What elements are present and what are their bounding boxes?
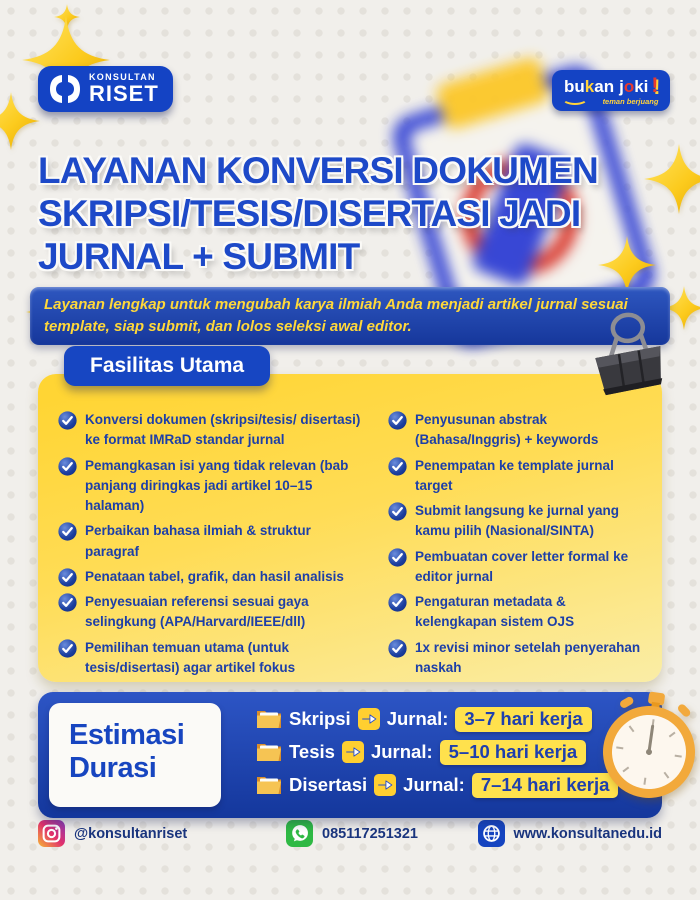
globe-icon [478,820,505,847]
footer [38,820,662,850]
features-column-left [58,410,368,675]
logo-text-bottom: RISET [89,81,159,106]
feature-item [388,501,646,542]
feature-item [58,410,368,451]
website-url: www.konsultanedu.id [513,825,662,842]
duration-time-chip: 3–7 hari kerja [455,707,591,732]
duration-time-chip: 7–14 hari kerja [472,773,619,798]
smile-icon [562,92,588,105]
check-icon [388,411,407,430]
duration-time-chip: 5–10 hari kerja [440,740,587,765]
whatsapp-icon [286,820,313,847]
duration-row [256,771,618,799]
badge-exclaim: ! [651,74,659,97]
logo-mark-icon [48,73,82,105]
instagram-handle: @konsultanriset [74,825,188,842]
check-icon [58,568,77,587]
folder-icon [256,708,282,730]
page-title-line2: SKRIPSI/TESIS/DISERTASI JADI [38,192,581,234]
feature-item [58,638,368,679]
feature-item [58,456,368,517]
features-heading: Fasilitas Utama [64,346,270,386]
check-icon [58,457,77,476]
duration-rows [256,705,618,799]
arrow-right-icon [374,774,396,796]
duration-panel [38,692,662,818]
subtitle-text: Layanan lengkap untuk mengubah karya ilmiah Anda menjadi artikel jurnal sesuai template, siap submit, dan lolos seleksi awal editor. [44,296,628,335]
feature-text: Pengaturan metadata & kelengkapan sistem OJS [415,594,575,630]
subtitle-banner [30,287,670,345]
feature-item [388,547,646,588]
check-icon [58,411,77,430]
duration-source-label: Disertasi [289,774,368,795]
features-card [38,374,662,682]
feature-text: Penyesuaian referensi sesuai gaya selingkung (APA/Harvard/IEEE/dll) [85,594,309,630]
check-icon [58,522,77,541]
duration-row [256,705,618,733]
binder-clip-icon [586,310,672,414]
page-title-line3: JURNAL + SUBMIT [38,235,360,277]
duration-target-label: Jurnal: [370,741,433,762]
logo-text-top: KONSULTAN [89,72,156,82]
feature-item [58,521,368,562]
check-icon [388,639,407,658]
feature-text: Penempatan ke template jurnal target [415,457,614,493]
check-icon [58,639,77,658]
feature-item [58,592,368,633]
website-contact[interactable] [478,820,663,847]
instagram-contact[interactable] [38,820,187,847]
duration-heading-line2: Durasi [69,752,157,785]
duration-target-label: Jurnal: [386,708,449,729]
duration-heading-line1: Estimasi [69,719,185,751]
check-icon [388,548,407,567]
duration-target-label: Jurnal: [403,774,465,795]
badge-text: bukan joki ! [564,74,659,97]
feature-text: Pemangkasan isi yang tidak relevan (bab panjang diringkas jadi artikel 10–15 halaman) [85,457,349,513]
page-title [38,150,688,279]
whatsapp-contact[interactable] [286,820,418,847]
check-icon [388,593,407,612]
page-title-line1: LAYANAN KONVERSI DOKUMEN [38,150,598,191]
folder-icon [256,774,282,796]
whatsapp-number: 085117251321 [322,825,418,842]
feature-item [388,456,646,497]
arrow-right-icon [358,708,380,730]
stopwatch-icon [597,686,700,812]
duration-row [256,738,618,766]
feature-item [58,567,368,587]
feature-text: Pemilihan temuan utama (untuk tesis/disertasi) agar artikel fokus [85,639,296,675]
instagram-icon [38,820,65,847]
folder-icon [256,741,282,763]
bukan-joki-badge [552,70,670,111]
feature-text: Penyusunan abstrak (Bahasa/Inggris) + keywords [415,412,599,448]
arrow-right-icon [342,741,364,763]
check-icon [388,457,407,476]
sparkle-icon [0,92,40,150]
feature-text: 1x revisi minor setelah penyerahan naskah [415,639,641,675]
feature-text: Perbaikan bahasa ilmiah & struktur paragraf [85,523,311,559]
feature-item [388,410,646,451]
duration-source-label: Tesis [289,741,335,762]
feature-text: Pembuatan cover letter formal ke editor jurnal [415,548,629,584]
feature-text: Penataan tabel, grafik, dan hasil analisis [85,568,344,584]
feature-text: Submit langsung ke jurnal yang kamu pilih (Nasional/SINTA) [415,503,620,539]
feature-text: Konversi dokumen (skripsi/tesis/ disertasi) ke format IMRaD standar jurnal [85,412,361,448]
features-column-right [388,410,646,675]
duration-heading [49,703,221,807]
duration-source-label: Skripsi [289,708,351,729]
badge-tagline: teman berjuang [602,97,659,106]
check-icon [58,593,77,612]
check-icon [388,502,407,521]
brand-logo [38,66,173,112]
feature-item [388,592,646,633]
feature-item [388,638,646,679]
